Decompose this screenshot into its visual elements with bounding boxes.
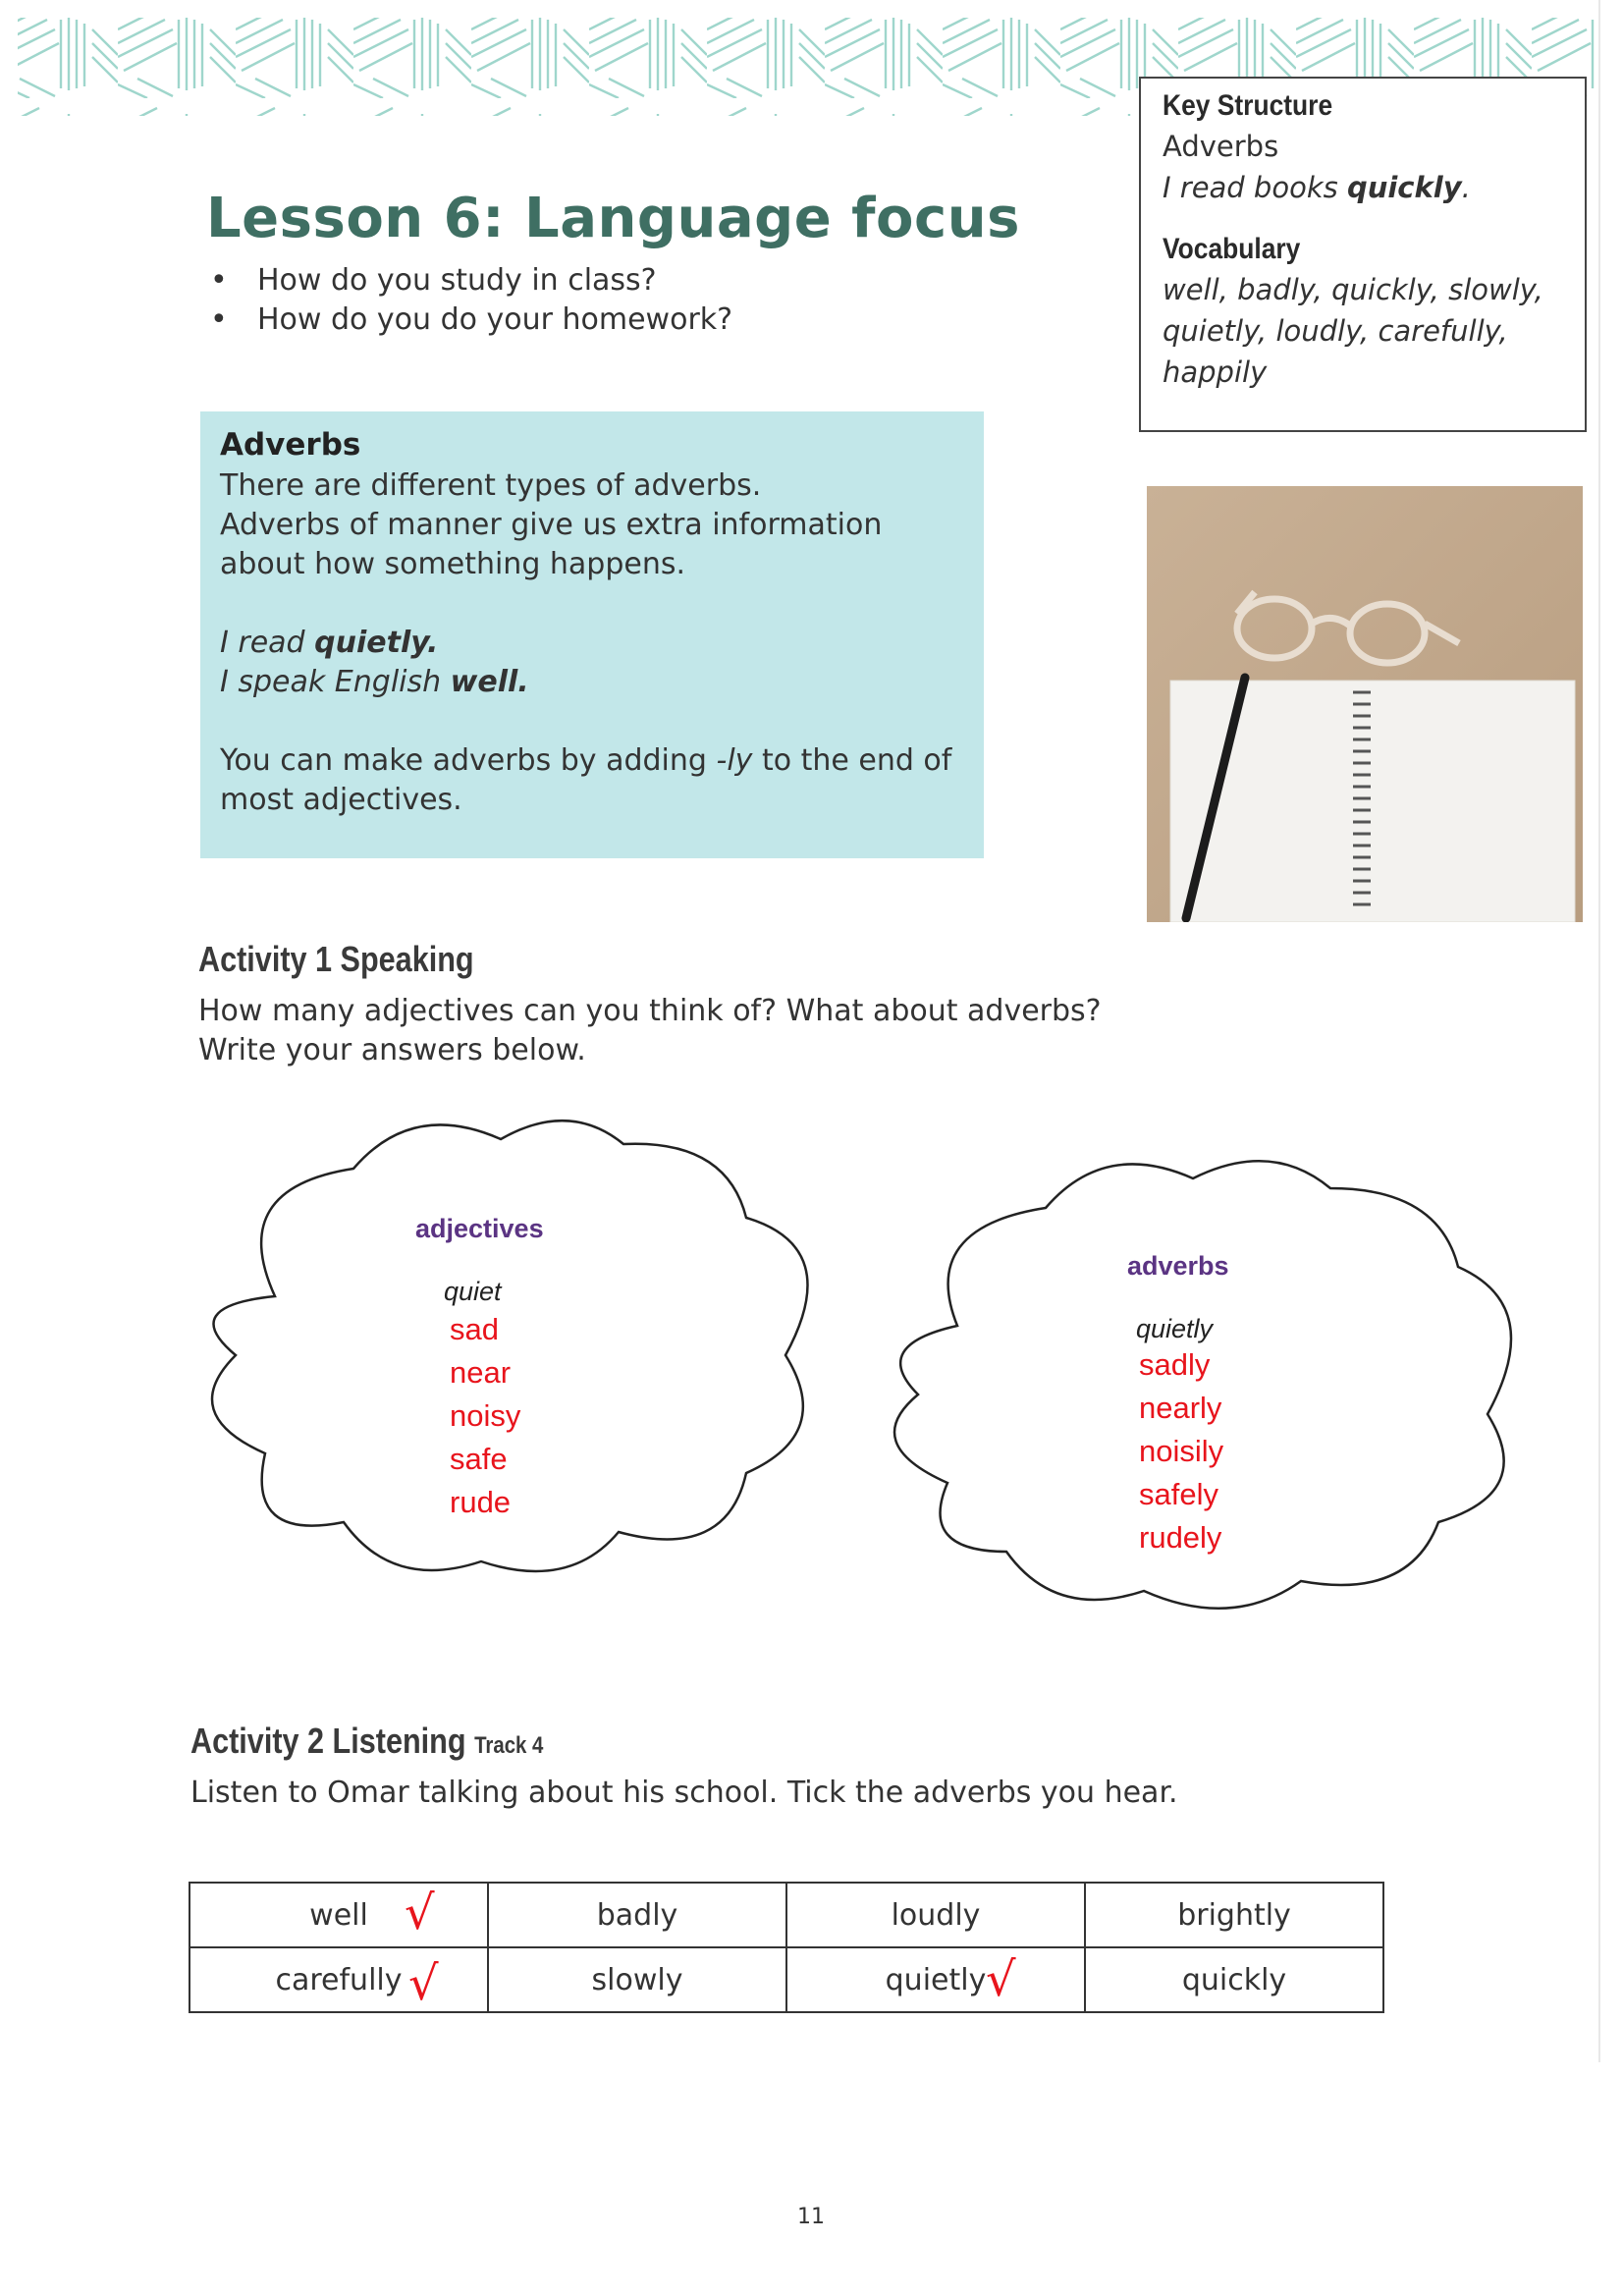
cell-word: quickly	[1181, 1962, 1287, 1997]
activity2-heading	[190, 1721, 543, 1762]
question-item: • How do you do your homework?	[206, 301, 732, 340]
lesson-title: Lesson 6: Language focus	[206, 187, 1020, 250]
cell-word: loudly	[891, 1897, 981, 1933]
adverbs-cloud-label: adverbs	[1127, 1251, 1229, 1281]
example-end: .	[1461, 171, 1471, 204]
adverbs-info-box	[200, 411, 984, 858]
adverbs-intro-line: Adverbs of manner give us extra information	[220, 508, 883, 542]
key-structure-heading: Key Structure	[1163, 89, 1333, 122]
answer-item: safely	[1139, 1477, 1218, 1511]
example-text: I speak English	[220, 665, 451, 699]
answer-item: noisy	[450, 1398, 521, 1433]
example-adverb: quickly	[1346, 171, 1462, 204]
page-number: 11	[797, 2205, 825, 2229]
cell-word: well	[309, 1897, 368, 1933]
adverbs-example-2	[220, 663, 964, 702]
notebook-glasses-photo	[1147, 486, 1583, 922]
vocabulary-line: quietly, loudly, carefully,	[1163, 314, 1508, 348]
key-structure-example	[1163, 167, 1563, 208]
adverbs-intro-line: about how something happens.	[220, 547, 686, 581]
lesson-questions	[206, 261, 732, 340]
adverbs-answers	[1139, 1343, 1223, 1559]
answer-item: sadly	[1139, 1347, 1211, 1382]
cell-word: quietly	[885, 1962, 987, 1997]
cell-word: slowly	[591, 1962, 683, 1997]
adjectives-example: quiet	[444, 1277, 502, 1306]
vocabulary-line: happily	[1163, 355, 1268, 389]
track-label: Track 4	[474, 1732, 544, 1759]
table-cell[interactable]	[189, 1883, 488, 1947]
key-structure-term: Adverbs	[1163, 130, 1279, 163]
answer-item: sad	[450, 1312, 499, 1346]
example-text: I read	[220, 626, 315, 660]
answer-item: safe	[450, 1442, 508, 1476]
activity1-instruction: Write your answers below.	[198, 1033, 586, 1067]
tick-icon: √	[405, 1886, 435, 1941]
tick-icon: √	[408, 1956, 439, 2011]
adverbs-example: quietly	[1136, 1314, 1214, 1343]
activity1-heading: Activity 1 Speaking	[198, 939, 474, 979]
rule-suffix: -ly	[716, 743, 753, 778]
rule-text: You can make adverbs by adding	[220, 743, 717, 778]
question-item: • How do you study in class?	[206, 261, 732, 301]
table-cell[interactable]	[786, 1947, 1085, 2012]
example-adverb: quietly.	[314, 626, 439, 660]
table-cell[interactable]	[1085, 1947, 1383, 2012]
table-cell[interactable]	[488, 1883, 786, 1947]
answer-item: nearly	[1139, 1391, 1222, 1425]
key-structure-box	[1139, 77, 1587, 432]
adverbs-tick-table	[189, 1882, 1384, 2013]
table-cell[interactable]	[786, 1883, 1085, 1947]
answer-item: near	[450, 1355, 512, 1390]
table-cell[interactable]	[488, 1947, 786, 2012]
adjectives-answers	[450, 1308, 520, 1524]
adverbs-example-1	[220, 624, 964, 663]
adverbs-intro-line: There are different types of adverbs.	[220, 468, 762, 503]
cell-word: carefully	[275, 1962, 403, 1997]
table-row	[189, 1883, 1383, 1947]
answer-item: rude	[450, 1485, 512, 1519]
adverbs-rule-line2: most adjectives.	[220, 783, 462, 817]
page-edge-shadow	[1598, 0, 1600, 2062]
answer-item: rudely	[1139, 1520, 1222, 1555]
cell-word: badly	[596, 1897, 678, 1933]
cell-word: brightly	[1177, 1897, 1291, 1933]
tick-icon: √	[986, 1952, 1016, 2007]
adverbs-box-heading: Adverbs	[220, 427, 361, 463]
answer-item: noisily	[1139, 1434, 1224, 1468]
example-text: I read books	[1163, 171, 1347, 204]
activity2-instruction: Listen to Omar talking about his school. Tick the adverbs you hear.	[190, 1776, 1178, 1810]
table-cell[interactable]	[189, 1947, 488, 2012]
example-adverb: well.	[450, 665, 529, 699]
table-cell[interactable]	[1085, 1883, 1383, 1947]
rule-text: to the end of	[752, 743, 952, 778]
adjectives-cloud-label: adjectives	[415, 1214, 544, 1243]
activity1-instruction: How many adjectives can you think of? What about adverbs?	[198, 994, 1102, 1028]
vocabulary-line: well, badly, quickly, slowly,	[1163, 273, 1543, 306]
vocabulary-heading: Vocabulary	[1163, 233, 1301, 265]
table-row	[189, 1947, 1383, 2012]
adverbs-rule	[220, 741, 964, 781]
activity2-title: Activity 2 Listening	[190, 1721, 466, 1761]
